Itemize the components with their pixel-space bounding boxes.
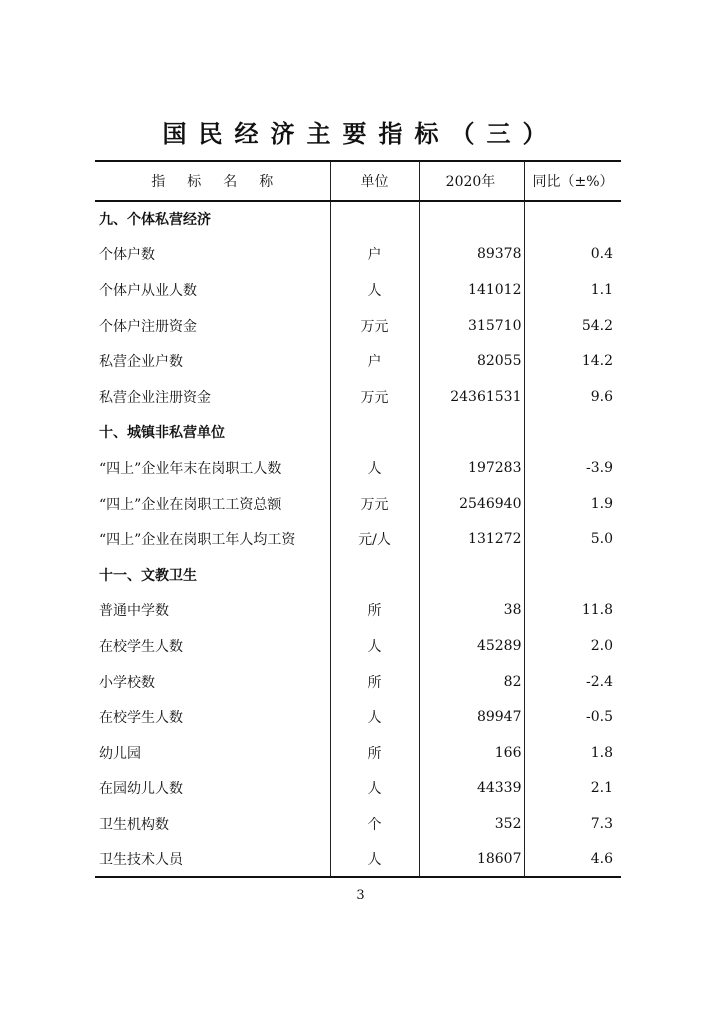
value-cell: 315710 <box>419 308 524 344</box>
table-row <box>95 272 621 308</box>
yoy-cell: 14.2 <box>581 353 613 370</box>
value-cell: 131272 <box>419 521 524 557</box>
yoy-cell: -3.9 <box>586 459 613 476</box>
section-title: 九、个体私营经济 <box>95 201 330 237</box>
value-cell: 89378 <box>419 237 524 273</box>
indicator-name: 普通中学数 <box>95 593 330 629</box>
yoy-cell: 54.2 <box>581 317 613 334</box>
value-cell: 45289 <box>419 628 524 664</box>
yoy-cell <box>524 415 621 451</box>
yoy-cell: 1.1 <box>590 281 613 298</box>
indicator-name: 小学校数 <box>95 664 330 700</box>
unit-cell: 所 <box>330 735 419 771</box>
value-cell: 18607 <box>419 842 524 878</box>
table-row <box>95 379 621 415</box>
yoy-cell: -2.4 <box>586 673 613 690</box>
unit-cell: 元/人 <box>330 521 419 557</box>
header-indicator-name: 指标名称 <box>95 161 330 201</box>
table-row <box>95 521 621 557</box>
value-cell: 2546940 <box>419 486 524 522</box>
unit-cell: 所 <box>330 664 419 700</box>
table-row <box>95 343 621 379</box>
value-cell <box>419 415 524 451</box>
value-cell: 197283 <box>419 450 524 486</box>
unit-cell: 人 <box>330 699 419 735</box>
table-row <box>95 486 621 522</box>
value-cell: 82055 <box>419 343 524 379</box>
section-title: 十一、文教卫生 <box>95 557 330 593</box>
value-cell: 141012 <box>419 272 524 308</box>
unit-cell: 万元 <box>330 486 419 522</box>
indicator-name: 个体户从业人数 <box>95 272 330 308</box>
indicators-table <box>95 160 621 878</box>
indicator-name: 在校学生人数 <box>95 628 330 664</box>
section-title: 十、城镇非私营单位 <box>95 415 330 451</box>
indicator-name: 个体户数 <box>95 237 330 273</box>
yoy-cell <box>524 557 621 593</box>
unit-cell: 人 <box>330 771 419 807</box>
section-header-row <box>95 415 621 451</box>
yoy-cell: 11.8 <box>581 602 613 619</box>
unit-cell <box>330 201 419 237</box>
yoy-cell: 0.4 <box>590 246 613 263</box>
unit-cell: 户 <box>330 237 419 273</box>
value-cell: 352 <box>419 806 524 842</box>
indicator-name: 私营企业注册资金 <box>95 379 330 415</box>
table-header-row <box>95 161 621 201</box>
unit-cell: 万元 <box>330 379 419 415</box>
value-cell: 24361531 <box>419 379 524 415</box>
indicator-name: “四上”企业年末在岗职工人数 <box>95 450 330 486</box>
unit-cell: 户 <box>330 343 419 379</box>
header-unit: 单位 <box>330 161 419 201</box>
yoy-cell: 5.0 <box>590 531 613 548</box>
yoy-cell: 2.0 <box>590 637 613 654</box>
indicator-name: 幼儿园 <box>95 735 330 771</box>
value-cell <box>419 557 524 593</box>
unit-cell <box>330 557 419 593</box>
table-row <box>95 806 621 842</box>
indicator-name: 卫生机构数 <box>95 806 330 842</box>
page-title: 国民经济主要指标（三） <box>162 120 559 148</box>
unit-cell <box>330 415 419 451</box>
table-row <box>95 450 621 486</box>
yoy-cell: -0.5 <box>586 709 613 726</box>
yoy-cell: 7.3 <box>590 815 613 832</box>
yoy-cell: 4.6 <box>524 842 621 878</box>
table-row <box>95 308 621 344</box>
table-row <box>95 771 621 807</box>
indicator-name: 私营企业户数 <box>95 343 330 379</box>
section-header-row <box>95 557 621 593</box>
table-body <box>95 201 621 877</box>
unit-cell: 个 <box>330 806 419 842</box>
value-cell: 166 <box>419 735 524 771</box>
table-row <box>95 842 621 878</box>
unit-cell: 人 <box>330 272 419 308</box>
table-row <box>95 664 621 700</box>
unit-cell: 人 <box>330 628 419 664</box>
unit-cell: 万元 <box>330 308 419 344</box>
unit-cell: 人 <box>330 450 419 486</box>
indicator-name: 在园幼儿人数 <box>95 771 330 807</box>
unit-cell: 人 <box>330 842 419 878</box>
table-row <box>95 628 621 664</box>
value-cell <box>419 201 524 237</box>
table-row <box>95 735 621 771</box>
value-cell: 44339 <box>419 771 524 807</box>
yoy-cell: 9.6 <box>590 388 613 405</box>
header-yoy: 同比（±%） <box>524 161 621 201</box>
indicator-name: 个体户注册资金 <box>95 308 330 344</box>
page-number: 3 <box>356 888 365 903</box>
value-cell: 82 <box>419 664 524 700</box>
yoy-cell: 1.9 <box>590 495 613 512</box>
table-row <box>95 237 621 273</box>
yoy-cell: 1.8 <box>590 744 613 761</box>
section-header-row <box>95 201 621 237</box>
yoy-cell <box>524 201 621 237</box>
unit-cell: 所 <box>330 593 419 629</box>
value-cell: 38 <box>419 593 524 629</box>
yoy-cell: 2.1 <box>590 780 613 797</box>
table-row <box>95 593 621 629</box>
indicator-name: 在校学生人数 <box>95 699 330 735</box>
indicator-name: “四上”企业在岗职工年人均工资 <box>95 521 330 557</box>
header-year-2020: 2020年 <box>419 161 524 201</box>
indicator-name: “四上”企业在岗职工工资总额 <box>95 486 330 522</box>
table-row <box>95 699 621 735</box>
value-cell: 89947 <box>419 699 524 735</box>
indicator-name: 卫生技术人员 <box>95 842 330 878</box>
